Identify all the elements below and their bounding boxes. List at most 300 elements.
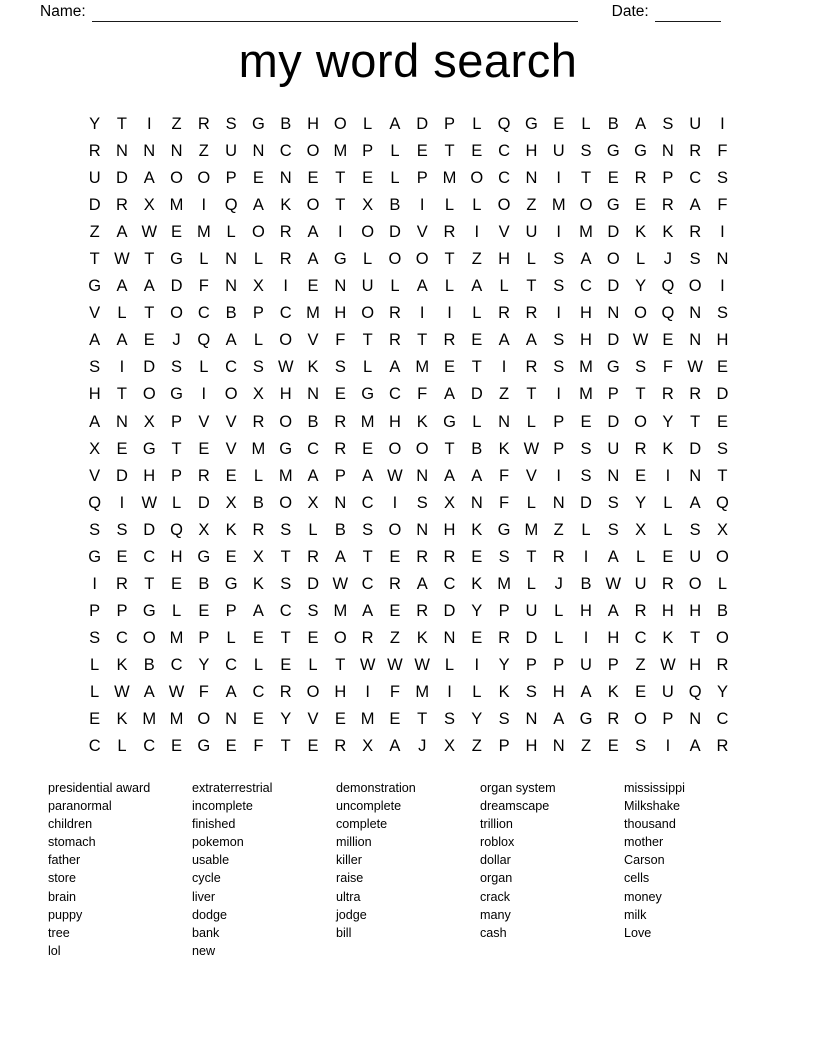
word-list-item: store [48,871,76,886]
grid-cell-letter: O [142,385,156,404]
grid-cell-letter: L [581,520,591,539]
grid-cell-letter: A [225,331,237,350]
grid-cell-letter: C [170,655,183,674]
grid-cell-letter: M [251,439,266,458]
word-list-column [336,779,480,960]
grid-cell-letter: N [334,493,347,512]
grid-cell-letter: P [225,169,237,188]
grid-cell-letter: A [416,574,428,593]
grid-cell-letter: N [716,250,729,269]
grid-cell-letter: D [443,601,456,620]
grid-cell-letter: I [556,304,561,323]
grid-cell-letter: L [253,466,264,485]
grid-cell-letter: G [88,277,102,296]
grid-cell-letter: S [525,683,537,701]
grid-cell-letter: A [389,115,401,134]
grid-cell-letter: K [116,655,128,674]
grid-cell-letter: B [334,520,346,539]
grid-cell-letter: O [716,547,729,566]
grid-cell-letter: U [88,169,101,188]
grid-cell-letter: B [198,574,210,593]
grid-cell-letter: L [526,574,536,593]
grid-cell-letter: R [361,628,374,647]
grid-cell-letter: M [524,520,539,539]
grid-cell-letter: S [689,520,701,539]
grid-cell-letter: G [333,250,347,269]
grid-cell-letter: U [525,601,538,620]
word-list-item: organ [480,871,513,886]
grid-cell-letter: S [280,574,292,593]
grid-cell-letter: T [144,304,155,323]
grid-cell-letter: L [90,683,100,701]
grid-cell-letter: C [716,710,729,729]
grid-cell-letter: A [389,358,401,377]
grid-cell-letter: T [335,655,346,674]
grid-cell-letter: R [634,169,647,188]
grid-cell-letter: V [525,466,537,485]
grid-cell-letter: F [335,331,346,350]
grid-cell-letter: E [171,737,183,756]
grid-cell-letter: W [332,574,349,593]
grid-cell-letter: R [661,574,674,593]
word-list-item: new [192,943,216,958]
grid-cell-letter: N [115,412,128,431]
grid-cell-letter: R [634,601,647,620]
grid-cell-letter: R [525,304,538,323]
grid-cell-letter: L [472,412,482,431]
word-list-item: finished [192,817,236,832]
grid-cell-letter: A [607,547,619,566]
grid-cell-letter: P [525,655,537,674]
grid-cell-letter: H [307,115,319,134]
grid-cell-letter: K [116,710,128,729]
grid-cell-letter: P [416,169,428,188]
grid-cell-letter: A [143,169,155,188]
grid-cell-letter: T [417,710,428,729]
grid-cell-letter: X [362,737,374,756]
grid-cell-letter: D [607,331,620,350]
grid-cell-letter: N [552,737,565,756]
grid-cell-letter: K [662,628,674,647]
grid-cell-letter: I [720,115,725,134]
grid-cell-letter: O [170,169,183,188]
grid-cell-letter: W [277,358,294,377]
grid-cell-letter: G [606,196,620,215]
word-list-item: Love [624,925,652,940]
grid-cell-letter: S [553,331,565,350]
grid-cell-letter: Y [635,277,647,296]
grid-cell-letter: T [335,196,346,215]
grid-cell-letter: R [443,331,456,350]
grid-cell-letter: D [143,520,156,539]
grid-cell-letter: G [606,358,620,377]
grid-cell-letter: H [525,142,538,161]
grid-cell-letter: L [472,304,482,323]
grid-cell-letter: G [224,574,238,593]
grid-cell-letter: T [417,331,428,350]
grid-cell-letter: E [389,601,401,620]
grid-cell-letter: S [498,710,510,729]
grid-cell-letter: D [388,223,401,242]
grid-cell-letter: O [606,250,620,269]
grid-cell-letter: M [278,466,293,485]
grid-cell-letter: H [334,683,347,701]
grid-cell-letter: L [253,250,264,269]
grid-cell-letter: R [498,304,511,323]
grid-cell-letter: A [143,277,155,296]
grid-cell-letter: Y [635,493,647,512]
grid-cell-letter: E [334,710,346,729]
grid-cell-letter: E [471,628,483,647]
grid-cell-letter: I [447,683,452,701]
grid-cell-letter: S [716,169,728,188]
grid-cell-letter: B [607,115,619,134]
grid-cell-letter: E [198,601,210,620]
grid-cell-letter: Z [471,250,482,269]
grid-cell-letter: M [169,196,184,215]
grid-cell-letter: S [716,439,728,458]
grid-cell-letter: B [143,655,155,674]
grid-cell-letter: I [419,196,425,215]
grid-cell-letter: R [279,250,292,269]
grid-cell-letter: L [526,493,536,512]
grid-cell-letter: O [252,223,265,242]
word-list-item: lol [48,943,61,958]
grid-cell-letter: R [716,737,729,756]
grid-cell-letter: L [363,358,373,377]
grid-cell-letter: A [689,493,701,512]
grid-cell-letter: R [197,115,210,134]
grid-cell-letter: H [716,331,729,350]
grid-cell-letter: V [198,412,210,431]
word-list-column [624,779,768,960]
grid-cell-letter: S [280,520,292,539]
grid-cell-letter: P [362,142,374,161]
grid-cell-letter: R [252,412,265,431]
grid-cell-letter: D [580,493,592,512]
grid-cell-letter: W [687,358,703,377]
grid-cell-letter: S [580,466,592,485]
grid-cell-letter: X [252,547,264,566]
grid-cell-letter: O [716,628,729,647]
grid-cell-letter: E [362,169,374,188]
grid-cell-letter: X [635,520,647,539]
grid-cell-letter: T [526,547,537,566]
grid-cell-letter: I [119,358,125,377]
grid-cell-letter: I [474,223,480,242]
grid-cell-letter: K [662,439,674,458]
grid-cell-letter: F [499,466,510,485]
grid-cell-letter: O [279,331,293,350]
grid-cell-letter: A [225,683,237,701]
grid-cell-letter: C [307,439,319,458]
grid-cell-letter: S [116,520,128,539]
grid-cell-letter: Q [497,115,511,134]
grid-cell-letter: T [362,547,373,566]
grid-cell-letter: D [115,169,128,188]
grid-cell-letter: H [143,466,156,485]
grid-cell-letter: L [117,304,127,323]
grid-cell-letter: L [444,277,455,296]
grid-cell-letter: E [252,710,264,729]
grid-cell-letter: K [498,683,510,701]
grid-cell-letter: K [498,439,510,458]
grid-cell-letter: L [444,655,455,674]
word-list-item: milk [624,907,647,922]
grid-cell-letter: R [307,547,319,566]
grid-cell-letter: E [389,547,401,566]
grid-cell-letter: K [635,223,647,242]
word-list-column [48,779,192,960]
grid-cell-letter: L [171,493,182,512]
grid-cell-letter: T [280,547,291,566]
grid-cell-letter: O [415,439,429,458]
grid-cell-letter: M [333,601,348,620]
page-title: my word search [238,34,578,87]
grid-cell-letter: Q [197,331,211,350]
grid-cell-letter: A [89,412,101,431]
grid-cell-letter: P [607,655,619,674]
grid-cell-letter: V [307,331,319,350]
grid-cell-letter: P [662,169,674,188]
grid-cell-letter: R [279,683,292,701]
grid-cell-letter: P [89,601,101,620]
grid-cell-letter: I [447,304,452,323]
grid-cell-letter: W [359,655,376,674]
word-list-item: puppy [48,907,83,922]
grid-cell-letter: N [279,169,292,188]
grid-cell-letter: U [689,547,702,566]
grid-cell-letter: P [662,710,674,729]
grid-cell-letter: V [225,439,237,458]
grid-cell-letter: H [388,412,401,431]
grid-cell-letter: O [415,250,429,269]
grid-cell-letter: C [143,547,156,566]
grid-cell-letter: A [689,737,701,756]
grid-cell-letter: L [663,493,673,512]
grid-cell-letter: T [635,385,646,404]
word-list-item: presidential award [48,781,151,795]
grid-cell-letter: A [307,223,319,242]
grid-cell-letter: N [225,277,238,296]
grid-cell-letter: N [143,142,156,161]
grid-cell-letter: L [526,412,536,431]
grid-cell-letter: L [635,250,646,269]
grid-cell-letter: E [416,142,428,161]
grid-cell-letter: P [334,466,346,485]
grid-cell-letter: E [171,574,183,593]
grid-cell-letter: A [362,601,374,620]
grid-cell-letter: W [387,655,403,674]
grid-cell-letter: W [114,683,130,701]
grid-cell-letter: L [526,250,536,269]
grid-cell-letter: L [554,628,564,647]
grid-cell-letter: L [253,655,264,674]
grid-cell-letter: C [143,737,156,756]
grid-cell-letter: A [525,331,537,350]
grid-cell-letter: O [279,412,293,431]
grid-cell-letter: J [663,250,672,269]
grid-cell-letter: O [579,196,593,215]
word-list-item: children [48,817,93,832]
grid-cell-letter: T [116,385,127,404]
grid-cell-letter: X [307,493,319,512]
grid-cell-letter: R [197,466,210,485]
word-list-item: trillion [480,817,513,832]
grid-cell-letter: B [307,412,319,431]
word-list-item: tree [48,925,70,940]
grid-cell-letter: S [252,358,264,377]
grid-cell-letter: L [390,277,400,296]
grid-cell-letter: M [579,358,593,377]
grid-cell-letter: X [89,439,101,458]
grid-cell-letter: Z [635,655,646,674]
grid-cell-letter: D [607,277,620,296]
grid-cell-letter: F [717,196,728,215]
grid-cell-letter: W [141,493,158,512]
grid-cell-letter: A [307,250,319,269]
grid-cell-letter: G [497,520,511,539]
grid-cell-letter: E [116,439,128,458]
grid-cell-letter: T [526,277,537,296]
word-list-item: uncomplete [336,799,402,814]
grid-cell-letter: O [306,142,320,161]
grid-cell-letter: M [360,710,375,729]
grid-cell-letter: N [470,493,483,512]
grid-cell-letter: E [580,412,592,431]
grid-cell-letter: L [472,196,482,215]
grid-cell-letter: S [553,358,565,377]
word-list-item: demonstration [336,781,416,795]
grid-cell-letter: T [335,169,346,188]
grid-cell-letter: G [170,385,183,404]
grid-cell-letter: S [89,358,101,377]
grid-row [81,300,736,327]
grid-cell-letter: W [632,331,649,350]
grid-cell-letter: E [252,628,264,647]
word-list-item: million [336,835,372,850]
grid-cell-letter: V [307,710,319,729]
grid-cell-letter: C [361,493,374,512]
grid-cell-letter: S [607,520,619,539]
grid-cell-letter: K [416,628,428,647]
grid-cell-letter: L [554,601,564,620]
grid-cell-letter: A [689,196,701,215]
grid-row [81,706,736,733]
grid-cell-letter: N [416,466,429,485]
grid-cell-letter: P [225,601,237,620]
grid-cell-letter: G [88,547,102,566]
word-list-item: Milkshake [624,799,680,814]
grid-cell-letter: E [198,439,210,458]
word-list-item: complete [336,817,388,832]
grid-cell-letter: E [307,277,319,296]
grid-cell-letter: S [662,115,674,134]
grid-cell-letter: A [416,277,428,296]
grid-cell-letter: L [199,250,209,269]
grid-cell-letter: E [553,115,565,134]
grid-cell-letter: T [362,331,373,350]
grid-cell-letter: R [334,439,347,458]
word-list-item: money [624,889,662,904]
grid-row [81,192,736,219]
grid-cell-letter: X [362,196,374,215]
grid-cell-letter: H [580,304,592,323]
word-list-item: extraterrestrial [192,781,273,795]
grid-cell-letter: O [634,412,647,431]
grid-cell-letter: C [225,358,238,377]
grid-cell-letter: H [334,304,347,323]
grid-cell-letter: N [607,466,620,485]
grid-cell-letter: G [361,385,375,404]
grid-cell-letter: F [253,737,264,756]
grid-cell-letter: A [553,710,565,729]
grid-row [81,354,736,381]
grid-cell-letter: S [607,493,619,512]
grid-cell-letter: A [580,250,592,269]
grid-cell-letter: H [580,331,592,350]
word-list-item: killer [336,853,362,868]
word-list-item: usable [192,853,230,868]
grid-row [81,111,736,138]
grid-cell-letter: A [334,547,346,566]
grid-cell-letter: R [388,574,401,593]
grid-cell-letter: V [416,223,428,242]
grid-row [81,138,736,165]
grid-cell-letter: C [279,304,292,323]
grid-cell-letter: I [556,223,561,242]
grid-cell-letter: E [171,223,183,242]
grid-cell-letter: K [471,574,483,593]
grid-cell-letter: H [607,628,620,647]
grid-cell-letter: I [556,385,561,404]
grid-cell-letter: Q [688,683,702,701]
grid-row [81,246,736,273]
grid-cell-letter: D [170,277,183,296]
grid-cell-letter: R [416,547,429,566]
grid-cell-letter: Q [716,493,729,512]
grid-cell-letter: W [114,250,130,269]
grid-cell-letter: M [196,223,211,242]
word-list-item: cash [480,925,507,940]
grid-cell-letter: D [143,358,156,377]
grid-cell-letter: Z [89,223,100,242]
grid-cell-letter: D [716,385,729,404]
grid-cell-letter: B [716,601,728,620]
grid-cell-letter: L [90,655,100,674]
word-list-item: bill [336,925,352,940]
grid-cell-letter: W [414,655,430,674]
grid-row [81,490,736,517]
grid-cell-letter: S [89,520,101,539]
grid-cell-letter: R [388,331,401,350]
grid-cell-letter: T [471,358,482,377]
grid-cell-letter: E [334,385,346,404]
grid-cell-letter: A [116,331,128,350]
grid-cell-letter: A [498,331,510,350]
grid-cell-letter: C [634,628,647,647]
grid-cell-letter: E [635,196,647,215]
grid-cell-letter: H [498,250,511,269]
grid-cell-letter: Z [553,520,564,539]
grid-cell-letter: E [116,547,128,566]
grid-cell-letter: O [279,493,293,512]
grid-cell-letter: M [551,196,566,215]
grid-cell-letter: E [362,439,374,458]
grid-cell-letter: C [580,277,592,296]
grid-cell-letter: N [498,412,511,431]
grid-cell-letter: G [197,547,211,566]
